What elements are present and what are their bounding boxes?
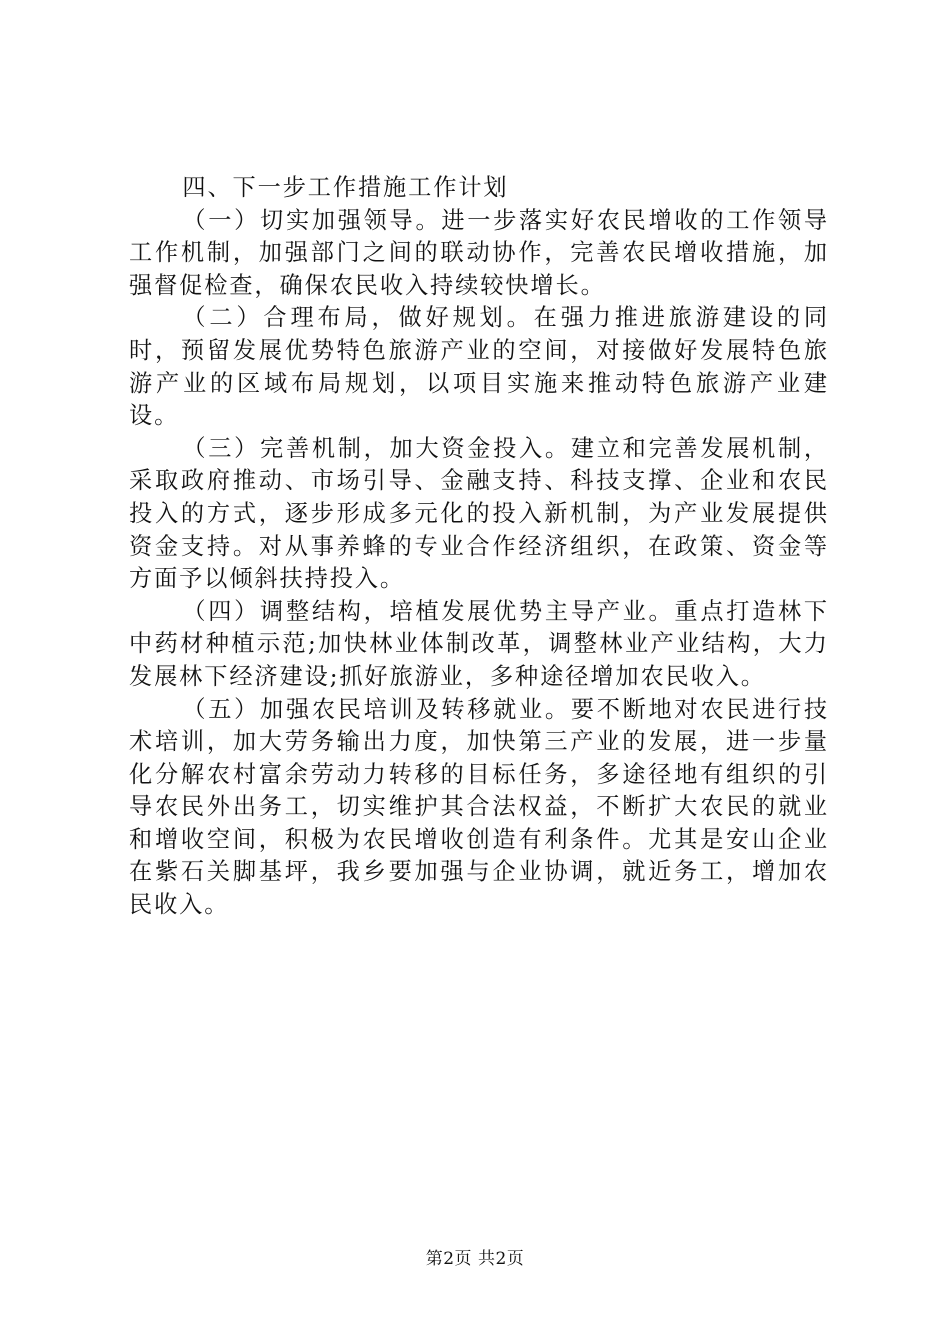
paragraph-strengthen-leadership: （一）切实加强领导。进一步落实好农民增收的工作领导工作机制，加强部门之间的联动协作，完善农民增收措施，加强督促检查，确保农民收入持续较快增长。 <box>129 206 829 299</box>
paragraph-planning-layout: （二）合理布局，做好规划。在强力推进旅游建设的同时，预留发展优势特色旅游产业的空间，对接做好发展特色旅游产业的区域布局规划，以项目实施来推动特色旅游产业建设。 <box>129 304 829 430</box>
paragraph-funding-mechanism: （三）完善机制，加大资金投入。建立和完善发展机制，采取政府推动、市场引导、金融支持、科技支撑、企业和农民投入的方式，逐步形成多元化的投入新机制，为产业发展提供资金支持。对从事养蜂的专业合作经济组织，在政策、资金等方面予以倾斜扶持投入。 <box>129 434 829 593</box>
page-number-footer: 第2页 共2页 <box>425 1249 525 1269</box>
section-heading: 四、下一步工作措施工作计划 <box>182 174 509 201</box>
paragraph-adjust-structure: （四）调整结构，培植发展优势主导产业。重点打造林下中药材种植示范;加快林业体制改革，调整林业产业结构，大力发展林下经济建设;抓好旅游业，多种途径增加农民收入。 <box>129 597 829 690</box>
document-body <box>129 172 829 922</box>
paragraph-training-employment: （五）加强农民培训及转移就业。要不断地对农民进行技术培训，加大劳务输出力度，加快第三产业的发展，进一步量化分解农村富余劳动力转移的目标任务，多途径地有组织的引导农民外出务工，切实维护其合法权益，不断扩大农民的就业和增收空间，积极为农民增收创造有利条件。尤其是安山企业在紫石关脚基坪，我乡要加强与企业协调，就近务工，增加农民收入。 <box>129 695 829 919</box>
